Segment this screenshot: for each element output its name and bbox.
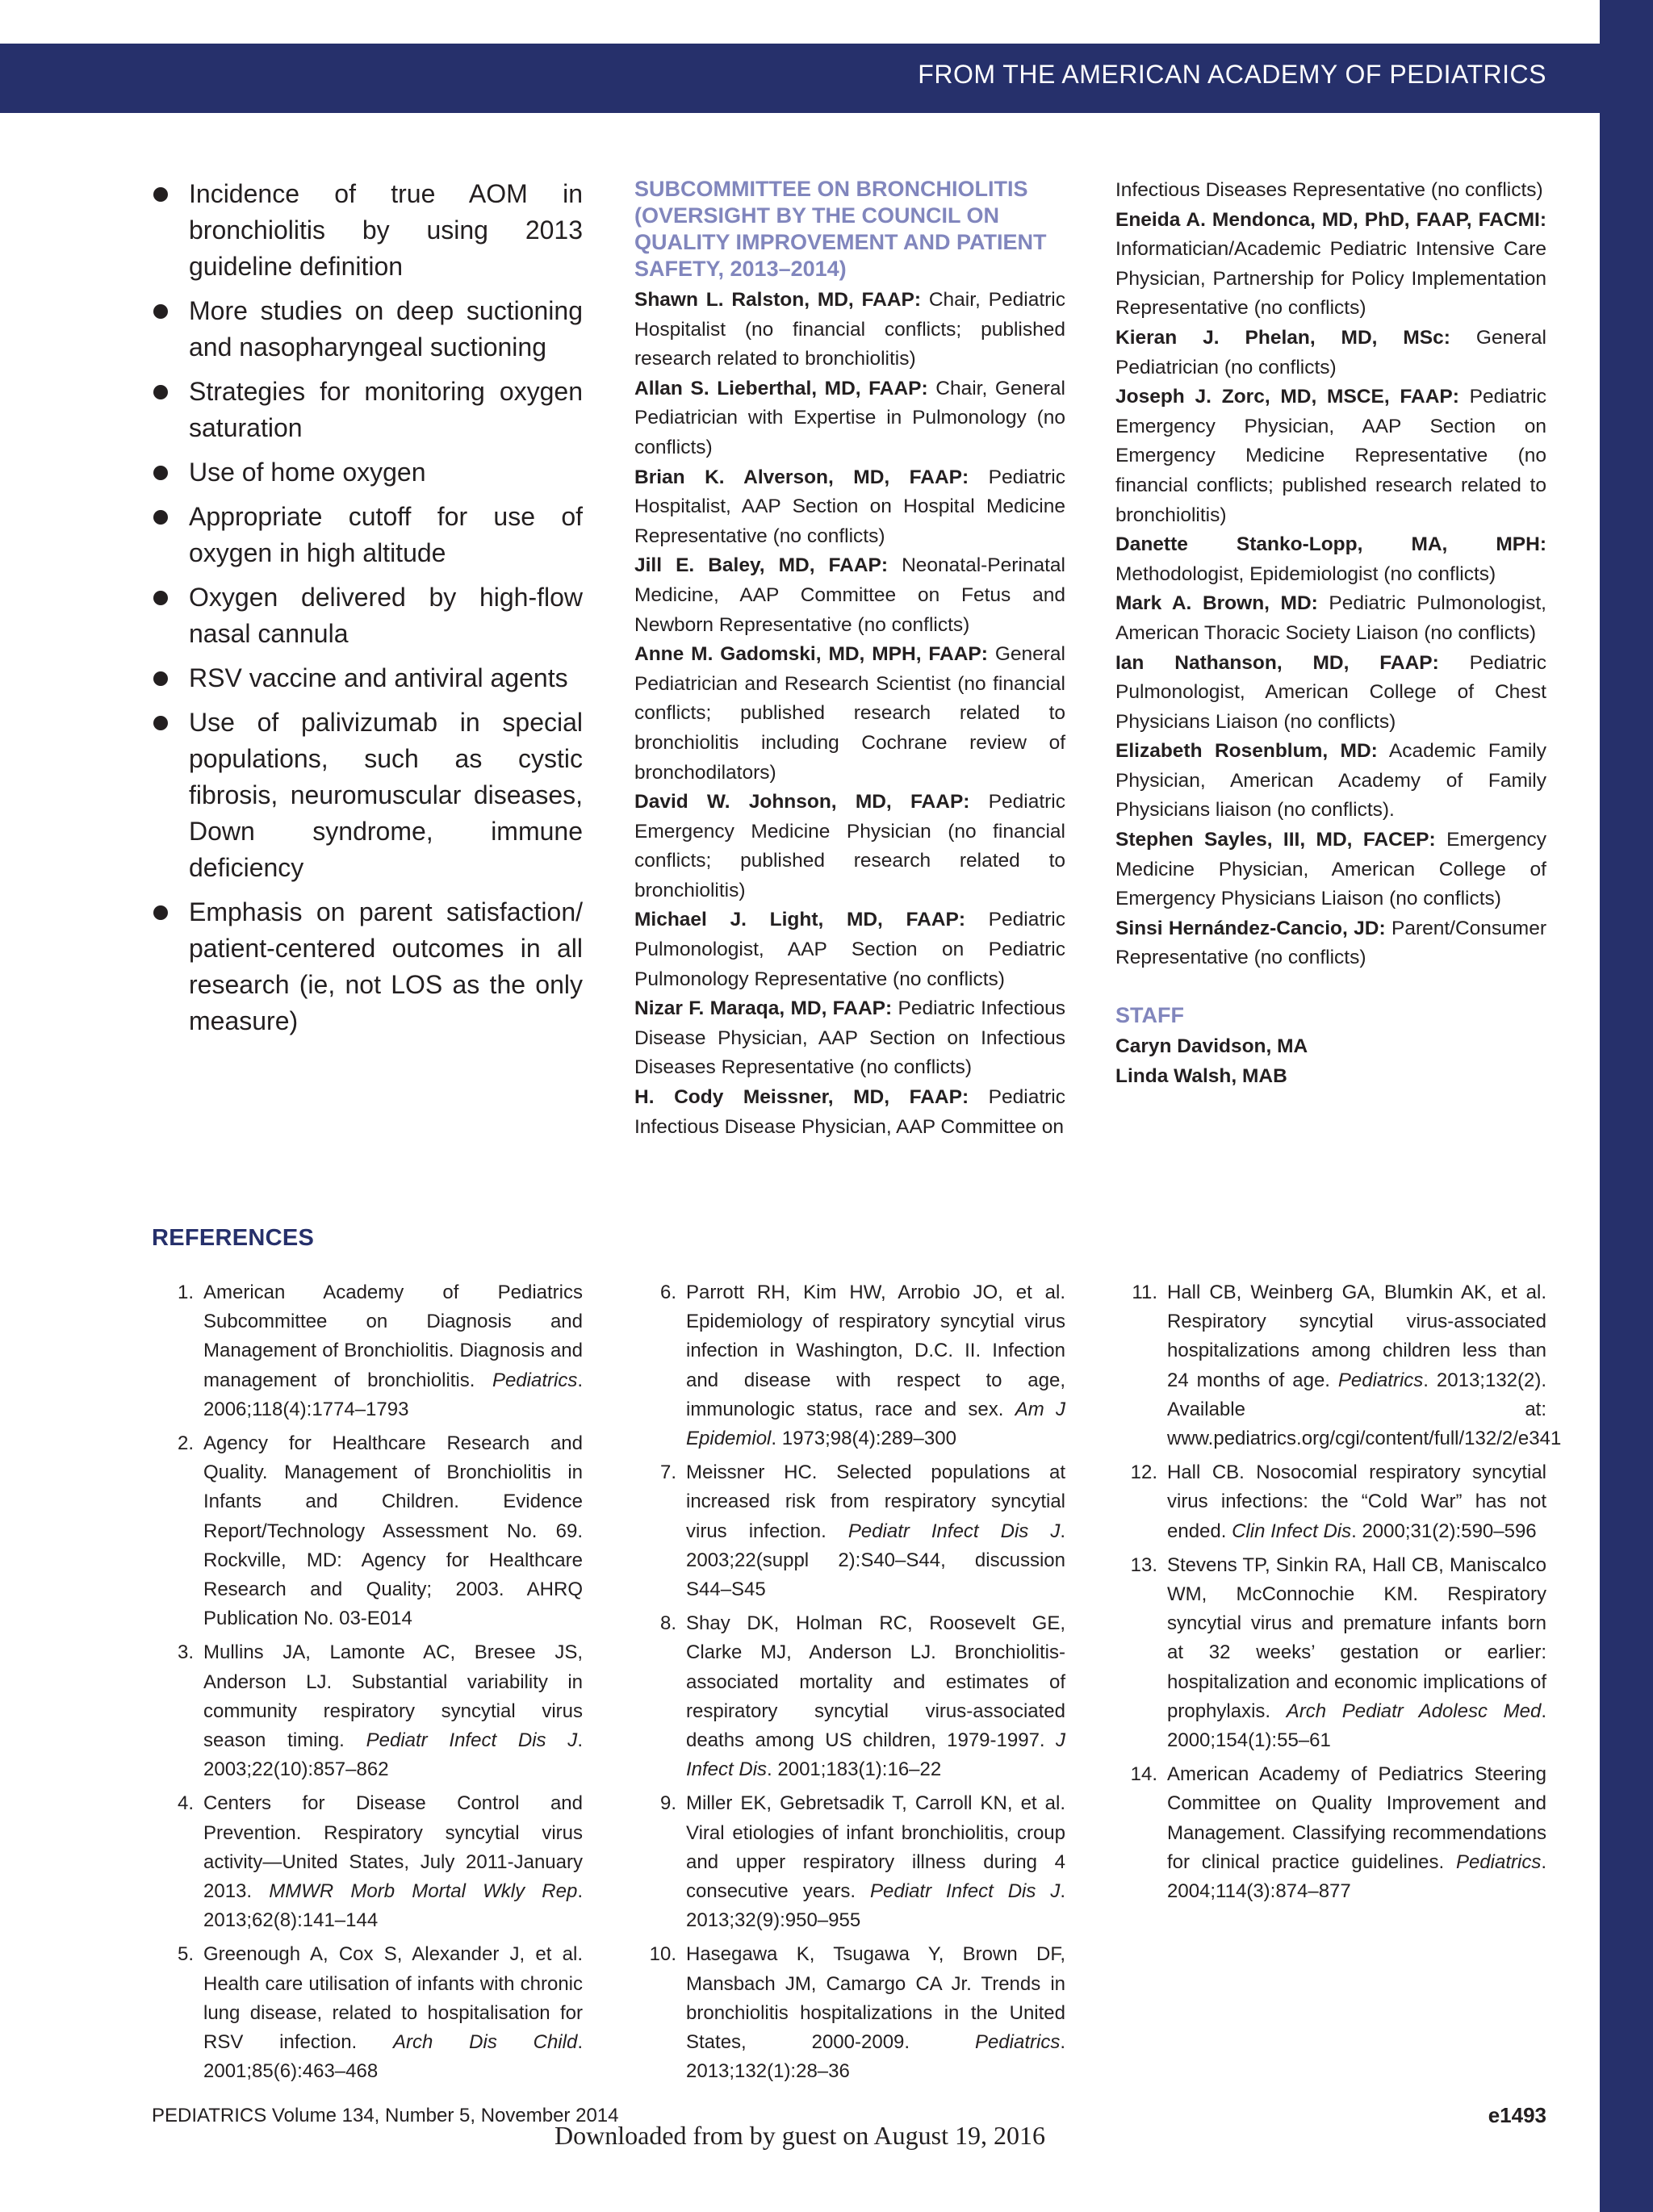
reference-item: [152, 1429, 583, 1633]
reference-item: [152, 1278, 583, 1424]
research-needs-column: [152, 176, 583, 1047]
member-name: Shawn L. Ralston, MD, FAAP:: [634, 289, 922, 311]
member-role: Academic Family Physician, American Academy of Family Physicians liaison (no conflicts).: [1115, 740, 1546, 822]
reference-text: . 2006;118(4):1774–1793: [203, 1369, 583, 1420]
reference-text: . 2013;132(2). Available at: www.pediatrics.org/cgi/content/full/132/2/e341: [1167, 1369, 1562, 1450]
section-header-title: FROM THE AMERICAN ACADEMY OF PEDIATRICS: [918, 60, 1546, 89]
reference-text: Mullins JA, Lamonte AC, Bresee JS, Anderson LJ. Substantial variability in community respiratory syncytial virus season timing.: [203, 1641, 583, 1752]
reference-item: [1115, 1760, 1546, 1906]
research-need-text: Use of palivizumab in special populations, such as cystic fibrosis, neuromuscular diseases, Down syndrome, immune deficiency: [189, 708, 583, 882]
reference-item: [634, 1609, 1065, 1784]
member-role: Pediatric Infectious Disease Physician, AAP Section on Infectious Diseases Representative (no conflicts): [634, 997, 1065, 1079]
member-name: Elizabeth Rosenblum, MD:: [1115, 740, 1378, 763]
reference-text: American Academy of Pediatrics Steering Committee on Quality Improvement and Management. Classifying recommendations for clinical practice guidelines.: [1167, 1763, 1546, 1873]
reference-text: . 2013;62(8):141–144: [203, 1880, 583, 1932]
research-need-text: Incidence of true AOM in bronchiolitis by using 2013 guideline definition: [189, 179, 583, 281]
reference-number: 9.: [659, 1792, 676, 1815]
member-role: Neonatal-Perinatal Medicine, AAP Committee on Fetus and Newborn Representative (no conflicts): [634, 554, 1065, 636]
research-need-text: Oxygen delivered by high-flow nasal cannula: [189, 583, 583, 648]
references-heading: REFERENCES: [152, 1225, 315, 1251]
subcommittee-member: [634, 640, 1065, 788]
journal-title: Pediatr Infect Dis J: [366, 1729, 578, 1752]
subcommittee-member: [1115, 530, 1546, 589]
research-need-item: [152, 374, 583, 446]
bullet-dot-icon: [153, 304, 168, 319]
reference-number: 12.: [1130, 1461, 1157, 1484]
reference-text: Hall CB. Nosocomial respiratory syncytial virus infections: the “Cold War” has not ended.: [1167, 1461, 1546, 1542]
reference-text: . 1973;98(4):289–300: [771, 1428, 956, 1450]
footer-page-number: e1493: [1488, 2103, 1546, 2127]
reference-number: 8.: [659, 1612, 676, 1635]
research-need-item: [152, 579, 583, 652]
reference-text: . 2003;22(suppl 2):S40–S44, discussion S44–S45: [686, 1520, 1065, 1601]
journal-title: Clin Infect Dis: [1232, 1520, 1352, 1542]
research-need-item: [152, 894, 583, 1039]
member-name: H. Cody Meissner, MD, FAAP:: [634, 1086, 969, 1109]
member-name: Kieran J. Phelan, MD, MSc:: [1115, 326, 1450, 349]
reference-item: [152, 1789, 583, 1935]
member-name: Jill E. Baley, MD, FAAP:: [634, 554, 889, 577]
bullet-dot-icon: [153, 466, 168, 480]
subcommittee-members-part1: [634, 286, 1065, 1142]
member-name: Ian Nathanson, MD, FAAP:: [1115, 651, 1439, 674]
subcommittee-member: [1115, 324, 1546, 383]
references-column-2: [634, 1278, 1065, 2091]
member-role: Informatician/Academic Pediatric Intensive Care Physician, Partnership for Policy Implementation Representative (no conflicts): [1115, 238, 1546, 320]
subcommittee-member: [1115, 206, 1546, 324]
research-need-text: Use of home oxygen: [189, 458, 426, 487]
subcommittee-member: [634, 374, 1065, 463]
member-name: Michael J. Light, MD, FAAP:: [634, 909, 966, 931]
subcommittee-member: [634, 551, 1065, 640]
reference-item: [1115, 1278, 1562, 1453]
bullet-dot-icon: [153, 385, 168, 399]
subcommittee-members-part2: [1115, 176, 1546, 973]
member-name: Eneida A. Mendonca, MD, PhD, FAAP, FACMI:: [1115, 208, 1546, 231]
staff-name: Caryn Davidson, MA: [1115, 1035, 1308, 1058]
reference-text: . 2001;85(6):463–468: [203, 2031, 583, 2083]
member-name: Anne M. Gadomski, MD, MPH, FAAP:: [634, 643, 988, 666]
bullet-dot-icon: [153, 716, 168, 730]
subcommittee-member: [1115, 649, 1546, 738]
member-name: Stephen Sayles, III, MD, FACEP:: [1115, 829, 1436, 851]
bullet-dot-icon: [153, 591, 168, 605]
subcommittee-member: [1115, 914, 1546, 973]
member-role: Chair, Pediatric Hospitalist (no financial conflicts; published research related to bronchiolitis): [634, 289, 1065, 370]
member-role: Pediatric Pulmonologist, AAP Section on Pediatric Pulmonology Representative (no conflicts): [634, 909, 1065, 990]
subcommittee-member: [1115, 737, 1546, 826]
reference-item: [634, 1789, 1065, 1935]
member-name: Sinsi Hernández-Cancio, JD:: [1115, 917, 1386, 939]
reference-list: [634, 1278, 1065, 2086]
footer-journal-info: PEDIATRICS Volume 134, Number 5, November 2014: [152, 2105, 619, 2126]
member-role: Parent/Consumer Representative (no conflicts): [1115, 917, 1546, 969]
reference-item: [634, 1940, 1065, 2086]
research-need-text: Emphasis on parent satisfaction/ patient-centered outcomes in all research (ie, not LOS as the only measure): [189, 897, 583, 1035]
reference-number: 10.: [649, 1943, 676, 1966]
subcommittee-column-right: [1115, 176, 1546, 1091]
reference-text: . 2013;132(1):28–36: [686, 2031, 1065, 2083]
reference-item: [1115, 1551, 1546, 1755]
research-need-text: Strategies for monitoring oxygen saturation: [189, 377, 583, 442]
journal-title: Pediatr Infect Dis J: [870, 1880, 1061, 1903]
reference-text: Parrott RH, Kim HW, Arrobio JO, et al. Epidemiology of respiratory syncytial virus infection in Washington, D.C. II. Infection and disease with respect to age, immunologic status, race and sex.: [686, 1282, 1065, 1420]
member-name: Mark A. Brown, MD:: [1115, 592, 1318, 615]
reference-number: 7.: [659, 1461, 676, 1484]
research-need-text: Appropriate cutoff for use of oxygen in high altitude: [189, 502, 583, 567]
reference-text: . 2003;22(10):857–862: [203, 1729, 583, 1781]
reference-text: Greenough A, Cox S, Alexander J, et al. Health care utilisation of infants with chronic lung disease, related to hospitalisation for RSV infection.: [203, 1943, 583, 2054]
subcommittee-member: [634, 905, 1065, 994]
subcommittee-member: [634, 286, 1065, 374]
research-need-item: [152, 705, 583, 886]
reference-item: [634, 1458, 1065, 1604]
reference-text: Shay DK, Holman RC, Roosevelt GE, Clarke MJ, Anderson LJ. Bronchiolitis-associated mortality and estimates of respiratory syncytial virus-associated deaths among US children, 1979-1997.: [686, 1612, 1065, 1752]
reference-text: Hasegawa K, Tsugawa Y, Brown DF, Mansbach JM, Camargo CA Jr. Trends in bronchiolitis hospitalizations in the United States, 2000-2009.: [686, 1943, 1065, 2054]
reference-text: . 2000;154(1):55–61: [1167, 1700, 1546, 1752]
member-name: Joseph J. Zorc, MD, MSCE, FAAP:: [1115, 386, 1459, 408]
bullet-dot-icon: [153, 187, 168, 202]
reference-number: 13.: [1130, 1553, 1157, 1576]
research-need-item: [152, 293, 583, 366]
member-role: Pediatric Hospitalist, AAP Section on Hospital Medicine Representative (no conflicts): [634, 466, 1065, 547]
staff-name: Linda Walsh, MAB: [1115, 1064, 1287, 1087]
reference-number: 14.: [1130, 1763, 1157, 1786]
reference-text: . 2013;32(9):950–955: [686, 1880, 1065, 1932]
download-watermark: Downloaded from by guest on August 19, 2016: [554, 2121, 1045, 2150]
reference-number: 5.: [177, 1943, 194, 1966]
member-name: Nizar F. Maraqa, MD, FAAP:: [634, 997, 893, 1020]
reference-item: [152, 1638, 583, 1784]
reference-text: Meissner HC. Selected populations at increased risk from respiratory syncytial virus infection.: [686, 1461, 1065, 1542]
member-name: David W. Johnson, MD, FAAP:: [634, 791, 970, 813]
research-needs-list: [152, 176, 583, 1039]
subcommittee-member: [634, 463, 1065, 552]
research-need-item: [152, 660, 583, 696]
staff-heading: STAFF: [1115, 1003, 1184, 1028]
reference-text: Agency for Healthcare Research and Quality. Management of Bronchiolitis in Infants and Children. Evidence Report/Technology Assessment No. 69. Rockville, MD: Agency for Healthcare Research and Quality; 2003. AHRQ Publication No. 03-E014: [203, 1432, 583, 1630]
reference-item: [152, 1940, 583, 2086]
reference-text: Stevens TP, Sinkin RA, Hall CB, Maniscalco WM, McConnochie KM. Respiratory syncytial virus and premature infants born at 32 weeks’ gestation or earlier: hospitalization and economic implications of prophylaxis.: [1167, 1553, 1546, 1722]
journal-title: Pediatr Infect Dis J: [847, 1520, 1061, 1542]
research-need-text: RSV vaccine and antiviral agents: [189, 663, 568, 692]
member-role: Pediatric Pulmonologist, American College of Chest Physicians Liaison (no conflicts): [1115, 651, 1546, 733]
reference-number: 3.: [177, 1641, 194, 1664]
journal-title: Pediatrics: [974, 2031, 1061, 2054]
subcommittee-member: [634, 1083, 1065, 1142]
subcommittee-member: [1115, 826, 1546, 914]
reference-list: [152, 1278, 583, 2086]
member-role: General Pediatrician and Research Scientist (no financial conflicts; published research related to bronchiolitis including Cochrane review of bronchodilators): [634, 643, 1065, 784]
reference-text: . 2004;114(3):874–877: [1167, 1850, 1546, 1903]
member-role: General Pediatrician (no conflicts): [1115, 326, 1546, 378]
subcommittee-heading: SUBCOMMITTEE ON BRONCHIOLITIS (OVERSIGHT BY THE COUNCIL ON QUALITY IMPROVEMENT AND PATIENT SAFETY, 2013–2014): [634, 177, 1047, 281]
bullet-dot-icon: [153, 671, 168, 686]
bullet-dot-icon: [153, 905, 168, 920]
journal-title: MMWR Morb Mortal Wkly Rep: [269, 1880, 578, 1903]
member-name: Allan S. Lieberthal, MD, FAAP:: [634, 377, 928, 399]
journal-title: Pediatrics: [492, 1369, 578, 1391]
member-role: Chair, General Pediatrician with Expertise in Pulmonology (no conflicts): [634, 377, 1065, 458]
journal-title: Arch Pediatr Adolesc Med: [1286, 1700, 1542, 1722]
member-role: Methodologist, Epidemiologist (no conflicts): [1115, 562, 1496, 585]
journal-title: Am J Epidemiol: [686, 1398, 1065, 1450]
member-role: Emergency Medicine Physician, American College of Emergency Physicians Liaison (no conflicts): [1115, 829, 1546, 910]
research-need-text: More studies on deep suctioning and nasopharyngeal suctioning: [189, 296, 583, 362]
member-role: Pediatric Emergency Physician, AAP Section on Emergency Medicine Representative (no financial conflicts; published research related to bronchiolitis): [1115, 386, 1546, 526]
reference-text: Centers for Disease Control and Prevention. Respiratory syncytial virus activity—United States, July 2011-January 2013.: [203, 1792, 583, 1903]
reference-item: [634, 1278, 1065, 1453]
research-need-item: [152, 499, 583, 571]
subcommittee-column-left: [634, 176, 1065, 1142]
subcommittee-member: [634, 788, 1065, 905]
member-role: Pediatric Pulmonologist, American Thoracic Society Liaison (no conflicts): [1115, 592, 1546, 644]
journal-title: Pediatrics: [1455, 1850, 1542, 1873]
member-name: Danette Stanko-Lopp, MA, MPH:: [1115, 533, 1546, 556]
reference-number: 11.: [1132, 1282, 1157, 1303]
reference-text: . 2001;183(1):16–22: [767, 1758, 942, 1781]
reference-number: 1.: [177, 1282, 194, 1303]
bullet-dot-icon: [153, 510, 168, 525]
reference-text: . 2000;31(2):590–596: [1351, 1520, 1537, 1542]
reference-text: American Academy of Pediatrics Subcommittee on Diagnosis and Management of Bronchiolitis. Diagnosis and management of bronchiolitis.: [203, 1282, 583, 1391]
side-color-stripe: [1600, 0, 1653, 2212]
reference-number: 6.: [659, 1282, 676, 1303]
reference-item: [1115, 1458, 1546, 1546]
reference-list: [1115, 1278, 1562, 1906]
member-role: Pediatric Infectious Disease Physician, AAP Committee on: [634, 1086, 1065, 1138]
member-role: Pediatric Emergency Medicine Physician (no financial conflicts; published research related to bronchiolitis): [634, 791, 1065, 901]
subcommittee-member: [1115, 589, 1546, 648]
reference-text: Hall CB, Weinberg GA, Blumkin AK, et al. Respiratory syncytial virus-associated hospitalizations among children less than 24 months of age.: [1167, 1282, 1546, 1391]
references-column-3: [1115, 1278, 1562, 1911]
subcommittee-member: [634, 994, 1065, 1083]
reference-number: 4.: [177, 1792, 194, 1815]
reference-number: 2.: [177, 1432, 194, 1455]
journal-title: J Infect Dis: [686, 1729, 1065, 1781]
references-column-1: [152, 1278, 583, 2091]
research-need-item: [152, 176, 583, 285]
journal-title: Pediatrics: [1337, 1369, 1424, 1391]
subcommittee-member-continued: Infectious Diseases Representative (no conflicts): [1115, 179, 1543, 201]
reference-text: Miller EK, Gebretsadik T, Carroll KN, et al. Viral etiologies of infant bronchiolitis, croup and upper respiratory illness during 4 consecutive years.: [686, 1792, 1065, 1903]
header-bar: [0, 44, 1600, 113]
research-need-item: [152, 454, 583, 491]
journal-title: Arch Dis Child: [393, 2031, 578, 2054]
member-name: Brian K. Alverson, MD, FAAP:: [634, 466, 969, 488]
subcommittee-member: [1115, 383, 1546, 530]
